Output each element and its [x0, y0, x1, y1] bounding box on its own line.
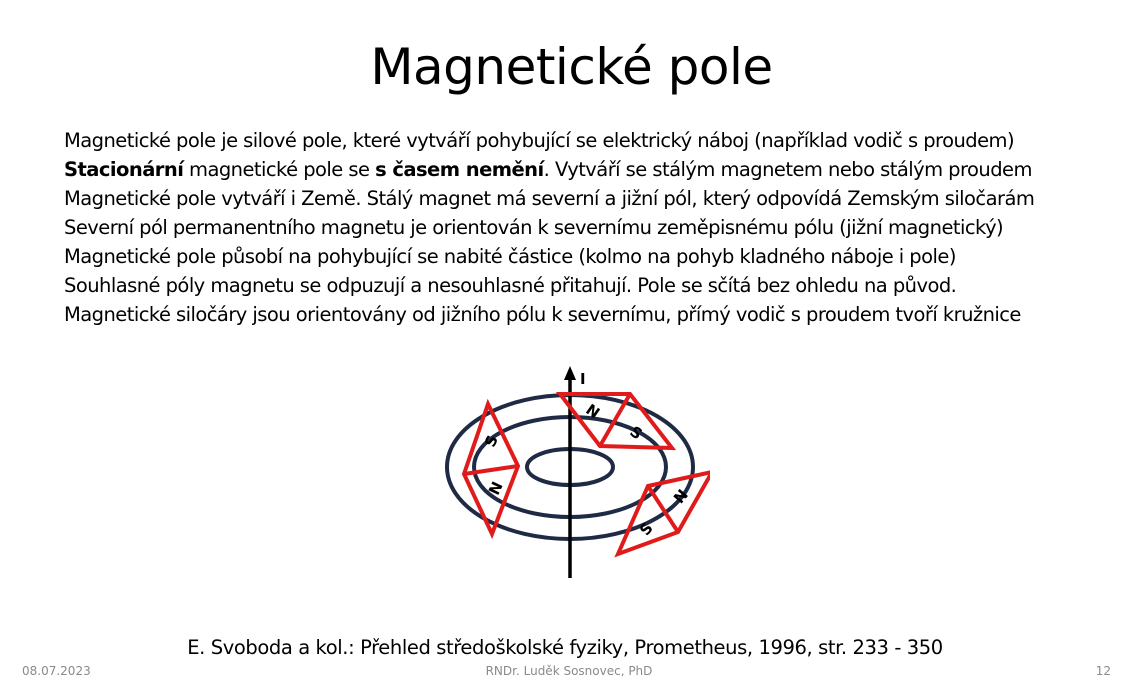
body-line	[64, 184, 1124, 213]
reference-citation: E. Svoboda a kol.: Přehled středoškolské fyziky, Prometheus, 1996, str. 233 - 350	[187, 636, 943, 659]
text-run: Souhlasné póly magnetu se odpuzují a nesouhlasné přitahují. Pole se sčítá bez ohledu na původ.	[64, 274, 957, 297]
text-run: . Vytváří se stálým magnetem nebo stálým proudem	[543, 158, 1032, 181]
compass-needle-top	[560, 394, 672, 448]
bold-text: Stacionární	[64, 158, 184, 181]
body-line	[64, 213, 1124, 242]
body-line	[64, 126, 1124, 155]
current-arrow-icon	[564, 366, 576, 380]
footer-date: 08.07.2023	[22, 664, 91, 678]
text-run: Magnetické siločáry jsou orientovány od jižního pólu k severnímu, přímý vodič s proudem tvoří kružnice	[64, 303, 1021, 326]
pole-label-n-top: N	[582, 400, 604, 423]
text-run: magnetické pole se	[183, 158, 376, 181]
text-run: Magnetické pole vytváří i Země. Stálý magnet má severní a jižní pól, který odpovídá Zemským siločarám	[64, 187, 1035, 210]
bold-text: s časem nemění	[375, 158, 544, 181]
slide-title: Magnetické pole	[370, 38, 773, 96]
body-line	[64, 155, 1124, 184]
text-run: Magnetické pole působí na pohybující se nabité částice (kolmo na pohyb kladného náboje i pole)	[64, 245, 956, 268]
pole-label-s-top: S	[626, 422, 646, 444]
compass-needle-bottom	[618, 472, 710, 554]
text-run: Magnetické pole je silové pole, které vytváří pohybující se elektrický náboj (například vodič s proudem)	[64, 129, 1015, 152]
body-line	[64, 271, 1124, 300]
footer-page-number: 12	[1095, 664, 1111, 678]
pole-label-n-left: N	[485, 478, 507, 498]
body-line	[64, 242, 1124, 271]
pole-label-s-bottom: S	[636, 519, 657, 540]
magnetic-field-diagram	[440, 362, 710, 582]
footer-author: RNDr. Luděk Sosnovec, PhD	[485, 664, 653, 678]
current-label: I	[580, 370, 586, 388]
pole-label-s-left: S	[481, 432, 502, 450]
slide-body-text	[64, 126, 1124, 329]
pole-label-n-bottom: N	[670, 485, 692, 508]
body-line	[64, 300, 1124, 329]
text-run: Severní pól permanentního magnetu je orientován k severnímu zeměpisnému pólu (jižní magnetický)	[64, 216, 1004, 239]
